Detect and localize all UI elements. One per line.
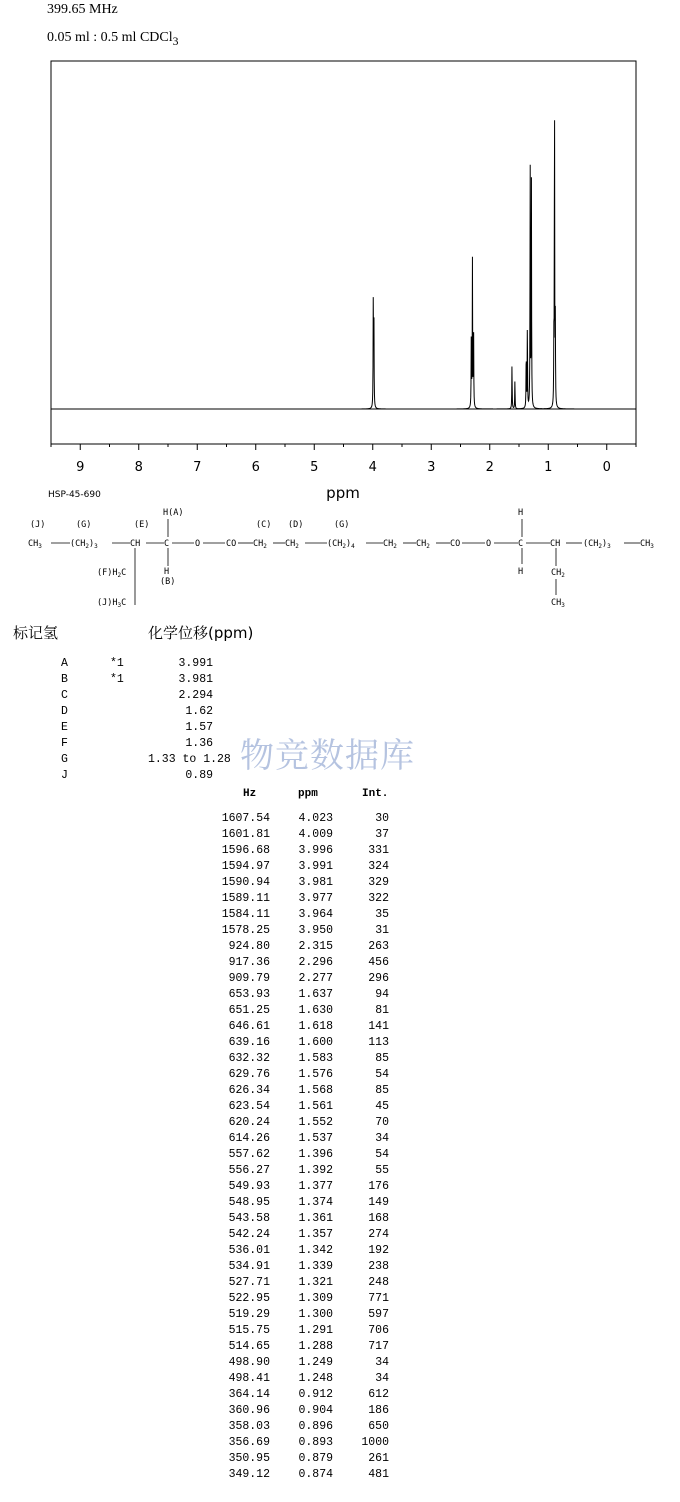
spectrometer-frequency: 399.65 MHz — [47, 2, 118, 17]
peak-int: 34 — [375, 1132, 389, 1145]
assignment-note: *1 — [110, 673, 124, 686]
peak-int: 331 — [368, 844, 389, 857]
peak-int: 274 — [368, 1228, 389, 1241]
peak-int: 85 — [375, 1052, 389, 1065]
peak-hz: 522.95 — [228, 1292, 270, 1305]
peak-hz: 557.62 — [228, 1148, 270, 1161]
x-axis-label: ppm — [326, 484, 360, 502]
assignment-shift: 2.294 — [178, 689, 213, 702]
struct-label-f: $(F)H_2C$ — [97, 568, 127, 579]
peak-hz: 1584.11 — [221, 908, 270, 921]
struct-label-g2: (G) — [334, 520, 350, 530]
peak-int: 771 — [368, 1292, 389, 1305]
peak-hz: 646.61 — [228, 1020, 270, 1033]
peak-ppm: 4.023 — [298, 812, 333, 825]
peak-int: 113 — [368, 1036, 389, 1049]
struct-label-j: (J) — [30, 520, 46, 530]
struct-label-b: (B) — [160, 577, 176, 587]
peak-hz: 1607.54 — [221, 812, 270, 825]
peak-hz: 924.80 — [228, 940, 270, 953]
peak-hz: 543.58 — [228, 1212, 270, 1225]
peak-ppm: 1.630 — [298, 1004, 333, 1017]
peak-int: 650 — [368, 1420, 389, 1433]
peak-ppm: 3.981 — [298, 876, 333, 889]
x-tick-label: 2 — [485, 460, 494, 475]
assignment-shift: 1.57 — [185, 721, 213, 734]
struct-label-j2: $(J)H_3C$ — [97, 598, 127, 609]
struct-co-1: CO — [226, 539, 237, 549]
peak-int: 54 — [375, 1068, 389, 1081]
peak-hz: 1578.25 — [221, 924, 270, 937]
spectrum-code: HSP-45-690 — [48, 490, 101, 500]
peak-int: 1000 — [361, 1436, 389, 1449]
peak-ppm: 2.296 — [298, 956, 333, 969]
peak-hz: 498.90 — [228, 1356, 270, 1369]
peak-int: 481 — [368, 1468, 389, 1481]
peak-hz: 1589.11 — [221, 892, 270, 905]
peak-int: 322 — [368, 892, 389, 905]
peak-header-ppm: ppm — [298, 788, 318, 800]
peak-int: 296 — [368, 972, 389, 985]
peak-hz: 632.32 — [228, 1052, 270, 1065]
peak-hz: 534.91 — [228, 1260, 270, 1273]
struct-co-2: CO — [450, 539, 461, 549]
peak-ppm: 3.977 — [298, 892, 333, 905]
x-tick-label: 5 — [310, 460, 319, 475]
peak-hz: 614.26 — [228, 1132, 270, 1145]
peak-int: 168 — [368, 1212, 389, 1225]
peak-ppm: 1.637 — [298, 988, 333, 1001]
peak-int: 31 — [375, 924, 389, 937]
assignment-shift: 0.89 — [185, 769, 213, 782]
peak-ppm: 2.315 — [298, 940, 333, 953]
peak-ppm: 3.964 — [298, 908, 333, 921]
struct-ch2-g3: $(CH_2)_3$ — [583, 539, 611, 550]
assignment-label: A — [61, 657, 68, 670]
structure-diagram — [0, 500, 680, 615]
struct-ch3-right: $CH_3$ — [640, 539, 654, 550]
peak-ppm: 1.249 — [298, 1356, 333, 1369]
peak-header-hz: Hz — [243, 788, 257, 800]
assignment-label: D — [61, 705, 68, 718]
peak-int: 263 — [368, 940, 389, 953]
struct-ch2-c: $CH_2$ — [253, 539, 267, 550]
peak-hz: 350.95 — [228, 1452, 270, 1465]
peak-ppm: 0.896 — [298, 1420, 333, 1433]
x-tick-label: 8 — [134, 460, 143, 475]
struct-ch3-branch: $CH_3$ — [551, 598, 565, 609]
solvent-subscript: 3 — [172, 34, 179, 48]
peak-ppm: 1.361 — [298, 1212, 333, 1225]
peak-hz: 360.96 — [228, 1404, 270, 1417]
peak-ppm: 4.009 — [298, 828, 333, 841]
peak-int: 456 — [368, 956, 389, 969]
x-axis-ticks — [51, 444, 636, 475]
x-tick-label: 0 — [602, 460, 611, 475]
peak-int: 37 — [375, 828, 389, 841]
peak-ppm: 1.552 — [298, 1116, 333, 1129]
peak-int: 186 — [368, 1404, 389, 1417]
assignment-label: J — [61, 769, 68, 782]
peak-ppm: 1.248 — [298, 1372, 333, 1385]
peak-int: 35 — [375, 908, 389, 921]
peak-hz: 519.29 — [228, 1308, 270, 1321]
peak-hz: 639.16 — [228, 1036, 270, 1049]
assignment-header-shift: 化学位移(ppm) — [148, 624, 254, 642]
struct-h-lower-2: H — [518, 567, 524, 577]
x-tick-label: 6 — [251, 460, 260, 475]
struct-ch-2: CH — [550, 539, 561, 549]
assignment-note: *1 — [110, 657, 124, 670]
peak-int: 238 — [368, 1260, 389, 1273]
assignment-shift: 3.991 — [178, 657, 213, 670]
peak-ppm: 1.583 — [298, 1052, 333, 1065]
peak-ppm: 1.576 — [298, 1068, 333, 1081]
x-tick-label: 1 — [544, 460, 553, 475]
struct-label-ha: H(A) — [163, 508, 184, 518]
peak-hz: 356.69 — [228, 1436, 270, 1449]
x-tick-label: 9 — [76, 460, 85, 475]
peak-ppm: 1.288 — [298, 1340, 333, 1353]
peak-hz: 917.36 — [228, 956, 270, 969]
assignment-label: F — [61, 737, 68, 750]
peak-int: 149 — [368, 1196, 389, 1209]
peak-hz: 651.25 — [228, 1004, 270, 1017]
peak-int: 34 — [375, 1356, 389, 1369]
peak-ppm: 0.893 — [298, 1436, 333, 1449]
peak-int: 45 — [375, 1100, 389, 1113]
peak-int: 34 — [375, 1372, 389, 1385]
x-tick-label: 4 — [368, 460, 377, 475]
assignment-label: C — [61, 689, 68, 702]
peak-hz: 349.12 — [228, 1468, 270, 1481]
peak-ppm: 0.904 — [298, 1404, 333, 1417]
peak-ppm: 1.309 — [298, 1292, 333, 1305]
peak-ppm: 1.392 — [298, 1164, 333, 1177]
peak-int: 261 — [368, 1452, 389, 1465]
peak-hz: 1596.68 — [221, 844, 270, 857]
spectrum-trace — [51, 120, 636, 409]
struct-o-2: O — [486, 539, 492, 549]
peak-ppm: 1.537 — [298, 1132, 333, 1145]
peak-int: 612 — [368, 1388, 389, 1401]
peak-hz: 514.65 — [228, 1340, 270, 1353]
peak-int: 248 — [368, 1276, 389, 1289]
peak-ppm: 3.991 — [298, 860, 333, 873]
struct-label-e: (E) — [134, 520, 150, 530]
assignment-shift: 3.981 — [178, 673, 213, 686]
peak-ppm: 1.377 — [298, 1180, 333, 1193]
peak-hz: 620.24 — [228, 1116, 270, 1129]
struct-label-c: (C) — [256, 520, 272, 530]
assignment-header-label: 标记氢 — [13, 624, 59, 642]
peak-hz: 498.41 — [228, 1372, 270, 1385]
peak-ppm: 0.874 — [298, 1468, 333, 1481]
x-tick-label: 3 — [427, 460, 436, 475]
peak-int: 141 — [368, 1020, 389, 1033]
peak-hz: 527.71 — [228, 1276, 270, 1289]
struct-c-2: C — [518, 539, 524, 549]
assignment-shift: 1.33 to 1.28 — [148, 753, 231, 766]
peak-hz: 358.03 — [228, 1420, 270, 1433]
struct-c-1: C — [164, 539, 170, 549]
assignment-shift: 1.62 — [185, 705, 213, 718]
peak-ppm: 1.357 — [298, 1228, 333, 1241]
struct-h-lower-1: H — [164, 567, 170, 577]
peak-hz: 623.54 — [228, 1100, 270, 1113]
struct-ch2-d: $CH_2$ — [285, 539, 299, 550]
peak-hz: 549.93 — [228, 1180, 270, 1193]
peak-ppm: 1.568 — [298, 1084, 333, 1097]
peak-ppm: 3.996 — [298, 844, 333, 857]
peak-ppm: 0.912 — [298, 1388, 333, 1401]
peak-hz: 542.24 — [228, 1228, 270, 1241]
struct-o-1: O — [195, 539, 201, 549]
struct-ch2-x: $CH_2$ — [383, 539, 397, 550]
peak-int: 597 — [368, 1308, 389, 1321]
peak-ppm: 0.879 — [298, 1452, 333, 1465]
struct-ch2-branch: $CH_2$ — [551, 568, 565, 579]
peak-ppm: 1.339 — [298, 1260, 333, 1273]
peak-ppm: 1.396 — [298, 1148, 333, 1161]
peak-hz: 515.75 — [228, 1324, 270, 1337]
peak-hz: 1601.81 — [221, 828, 270, 841]
peak-ppm: 3.950 — [298, 924, 333, 937]
struct-label-d: (D) — [288, 520, 304, 530]
assignment-label: B — [61, 673, 68, 686]
peak-int: 329 — [368, 876, 389, 889]
peak-hz: 629.76 — [228, 1068, 270, 1081]
struct-ch3-left: $CH_3$ — [28, 539, 42, 550]
assignment-label: G — [61, 753, 68, 766]
peak-int: 85 — [375, 1084, 389, 1097]
peak-ppm: 1.291 — [298, 1324, 333, 1337]
peak-hz: 548.95 — [228, 1196, 270, 1209]
x-tick-label: 7 — [193, 460, 202, 475]
struct-h-upper-2: H — [518, 508, 524, 518]
peak-ppm: 1.342 — [298, 1244, 333, 1257]
peak-int: 176 — [368, 1180, 389, 1193]
assignment-label: E — [61, 721, 68, 734]
peak-hz: 909.79 — [228, 972, 270, 985]
peak-int: 54 — [375, 1148, 389, 1161]
peak-int: 706 — [368, 1324, 389, 1337]
peak-hz: 364.14 — [228, 1388, 270, 1401]
watermark: 物竞数据库 — [240, 736, 415, 776]
peak-int: 717 — [368, 1340, 389, 1353]
peak-hz: 1594.97 — [221, 860, 270, 873]
struct-ch2-y: $CH_2$ — [416, 539, 430, 550]
peak-hz: 556.27 — [228, 1164, 270, 1177]
peak-hz: 536.01 — [228, 1244, 270, 1257]
struct-ch2-group: $(CH_2)_3$ — [70, 539, 98, 550]
peak-hz: 626.34 — [228, 1084, 270, 1097]
peak-hz: 653.93 — [228, 988, 270, 1001]
struct-label-g: (G) — [76, 520, 92, 530]
struct-ch2-g4: $(CH_2)_4$ — [327, 539, 355, 550]
struct-ch-e: CH — [130, 539, 141, 549]
peak-int: 55 — [375, 1164, 389, 1177]
peak-ppm: 1.300 — [298, 1308, 333, 1321]
nmr-spectrum-chart — [0, 0, 680, 510]
peak-ppm: 1.600 — [298, 1036, 333, 1049]
plot-frame — [51, 61, 636, 444]
peak-header-int: Int. — [362, 788, 389, 800]
solvent-text: 0.05 ml : 0.5 ml CDCl — [47, 30, 173, 45]
assignment-shift: 1.36 — [185, 737, 213, 750]
peak-ppm: 1.374 — [298, 1196, 333, 1209]
peak-int: 70 — [375, 1116, 389, 1129]
peak-ppm: 1.618 — [298, 1020, 333, 1033]
peak-ppm: 1.561 — [298, 1100, 333, 1113]
peak-hz: 1590.94 — [221, 876, 270, 889]
peak-ppm: 2.277 — [298, 972, 333, 985]
peak-int: 81 — [375, 1004, 389, 1017]
peak-int: 30 — [375, 812, 389, 825]
peak-int: 94 — [375, 988, 389, 1001]
peak-ppm: 1.321 — [298, 1276, 333, 1289]
peak-int: 192 — [368, 1244, 389, 1257]
peak-int: 324 — [368, 860, 389, 873]
